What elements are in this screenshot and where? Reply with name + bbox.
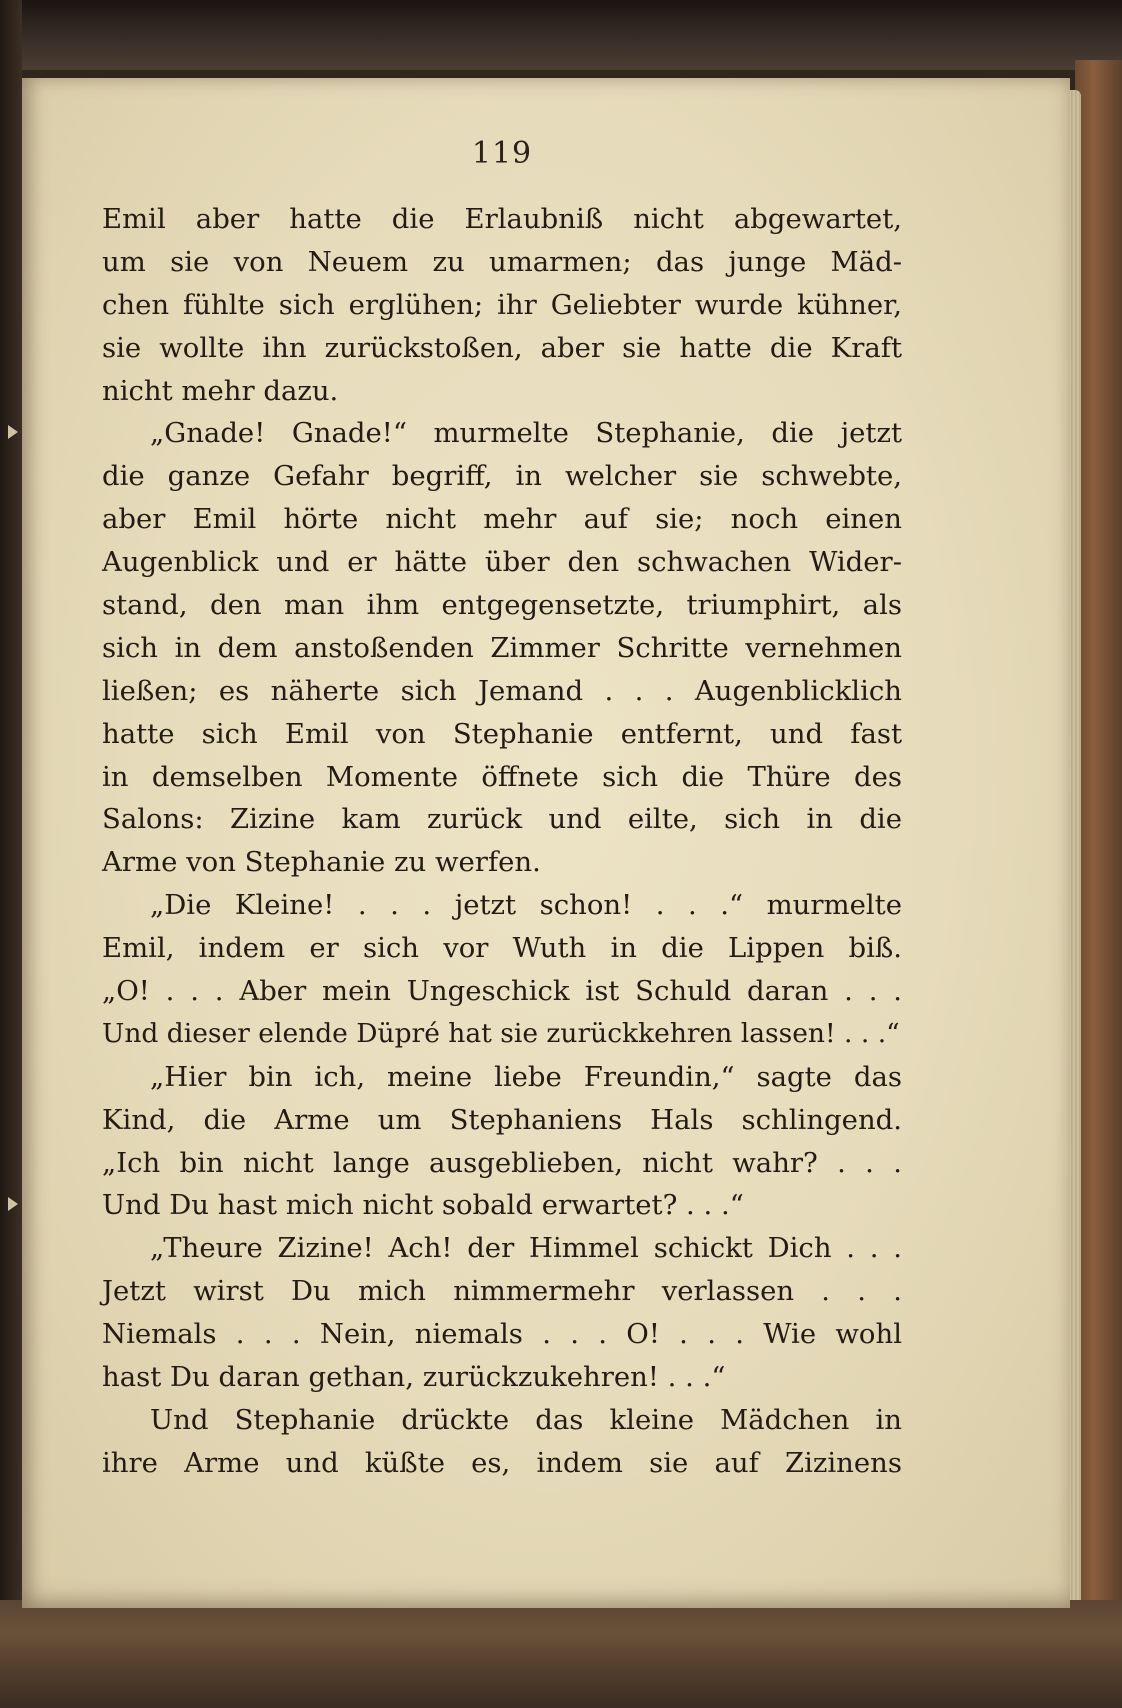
text-line: Emil aber hatte die Erlaubniß nicht abgewartet, xyxy=(102,203,902,235)
text-line: ihre Arme und küßte es, indem sie auf Zizinens xyxy=(102,1446,902,1479)
text-line: sie wollte ihn zurückstoßen, aber sie hatte die Kraft xyxy=(102,331,902,364)
text-line: die ganze Gefahr begriff, in welcher sie schwebte, xyxy=(102,460,902,493)
text-line: „O! . . . Aber mein Ungeschick ist Schuld daran . . . xyxy=(102,975,902,1008)
text-line: hatte sich Emil von Stephanie entfernt, und fast xyxy=(102,717,902,750)
page-number: 119 xyxy=(471,136,533,171)
text-line: Emil, indem er sich vor Wuth in die Lippen biß. xyxy=(102,932,902,965)
text-line: „Hier bin ich, meine liebe Freundin,“ sagte das xyxy=(150,1060,902,1093)
book-cover-left-edge xyxy=(0,0,22,1708)
text-line: Und dieser elende Düpré hat sie zurückkehren lassen! . . .“ xyxy=(102,1017,900,1049)
page-text xyxy=(102,198,902,1485)
text-line: Arme von Stephanie zu werfen. xyxy=(102,846,541,879)
text-line: „Die Kleine! . . . jetzt schon! . . .“ murmelte xyxy=(150,889,902,922)
book-cover-bottom-edge xyxy=(0,1600,1122,1708)
text-line: Und Stephanie drückte das kleine Mädchen in xyxy=(150,1403,902,1436)
text-line: chen fühlte sich erglühen; ihr Geliebter wurde kühner, xyxy=(102,288,902,321)
text-line: ließen; es näherte sich Jemand . . . Augenblicklich xyxy=(102,674,902,707)
text-line: „Theure Zizine! Ach! der Himmel schickt Dich . . . xyxy=(150,1232,902,1265)
text-line: Niemals . . . Nein, niemals . . . O! . . . Wie wohl xyxy=(102,1318,902,1351)
text-line: Jetzt wirst Du mich nimmermehr verlassen . . . xyxy=(102,1275,902,1308)
text-line: sich in dem anstoßenden Zimmer Schritte vernehmen xyxy=(102,631,902,664)
text-line: Und Du hast mich nicht sobald erwartet? . . .“ xyxy=(102,1189,744,1222)
text-line: Augenblick und er hätte über den schwachen Wider- xyxy=(102,546,902,579)
text-line: hast Du daran gethan, zurückzukehren! . . .“ xyxy=(102,1361,726,1394)
text-line: stand, den man ihm entgegensetzte, triumphirt, als xyxy=(102,589,902,622)
text-line: aber Emil hörte nicht mehr auf sie; noch einen xyxy=(102,503,902,536)
book-cover-top-edge xyxy=(0,0,1122,70)
text-line: Kind, die Arme um Stephaniens Hals schlingend. xyxy=(102,1103,902,1136)
book-page xyxy=(22,78,1070,1608)
text-line: „Ich bin nicht lange ausgeblieben, nicht wahr? . . . xyxy=(102,1146,902,1179)
text-line: Salons: Zizine kam zurück und eilte, sich in die xyxy=(102,803,902,836)
text-line: „Gnade! Gnade!“ murmelte Stephanie, die jetzt xyxy=(150,417,902,450)
text-line: in demselben Momente öffnete sich die Thüre des xyxy=(102,760,902,793)
book-cover-right-edge xyxy=(1075,60,1122,1620)
text-line: nicht mehr dazu. xyxy=(102,374,339,407)
text-line: um sie von Neuem zu umarmen; das junge Mäd- xyxy=(102,245,902,278)
